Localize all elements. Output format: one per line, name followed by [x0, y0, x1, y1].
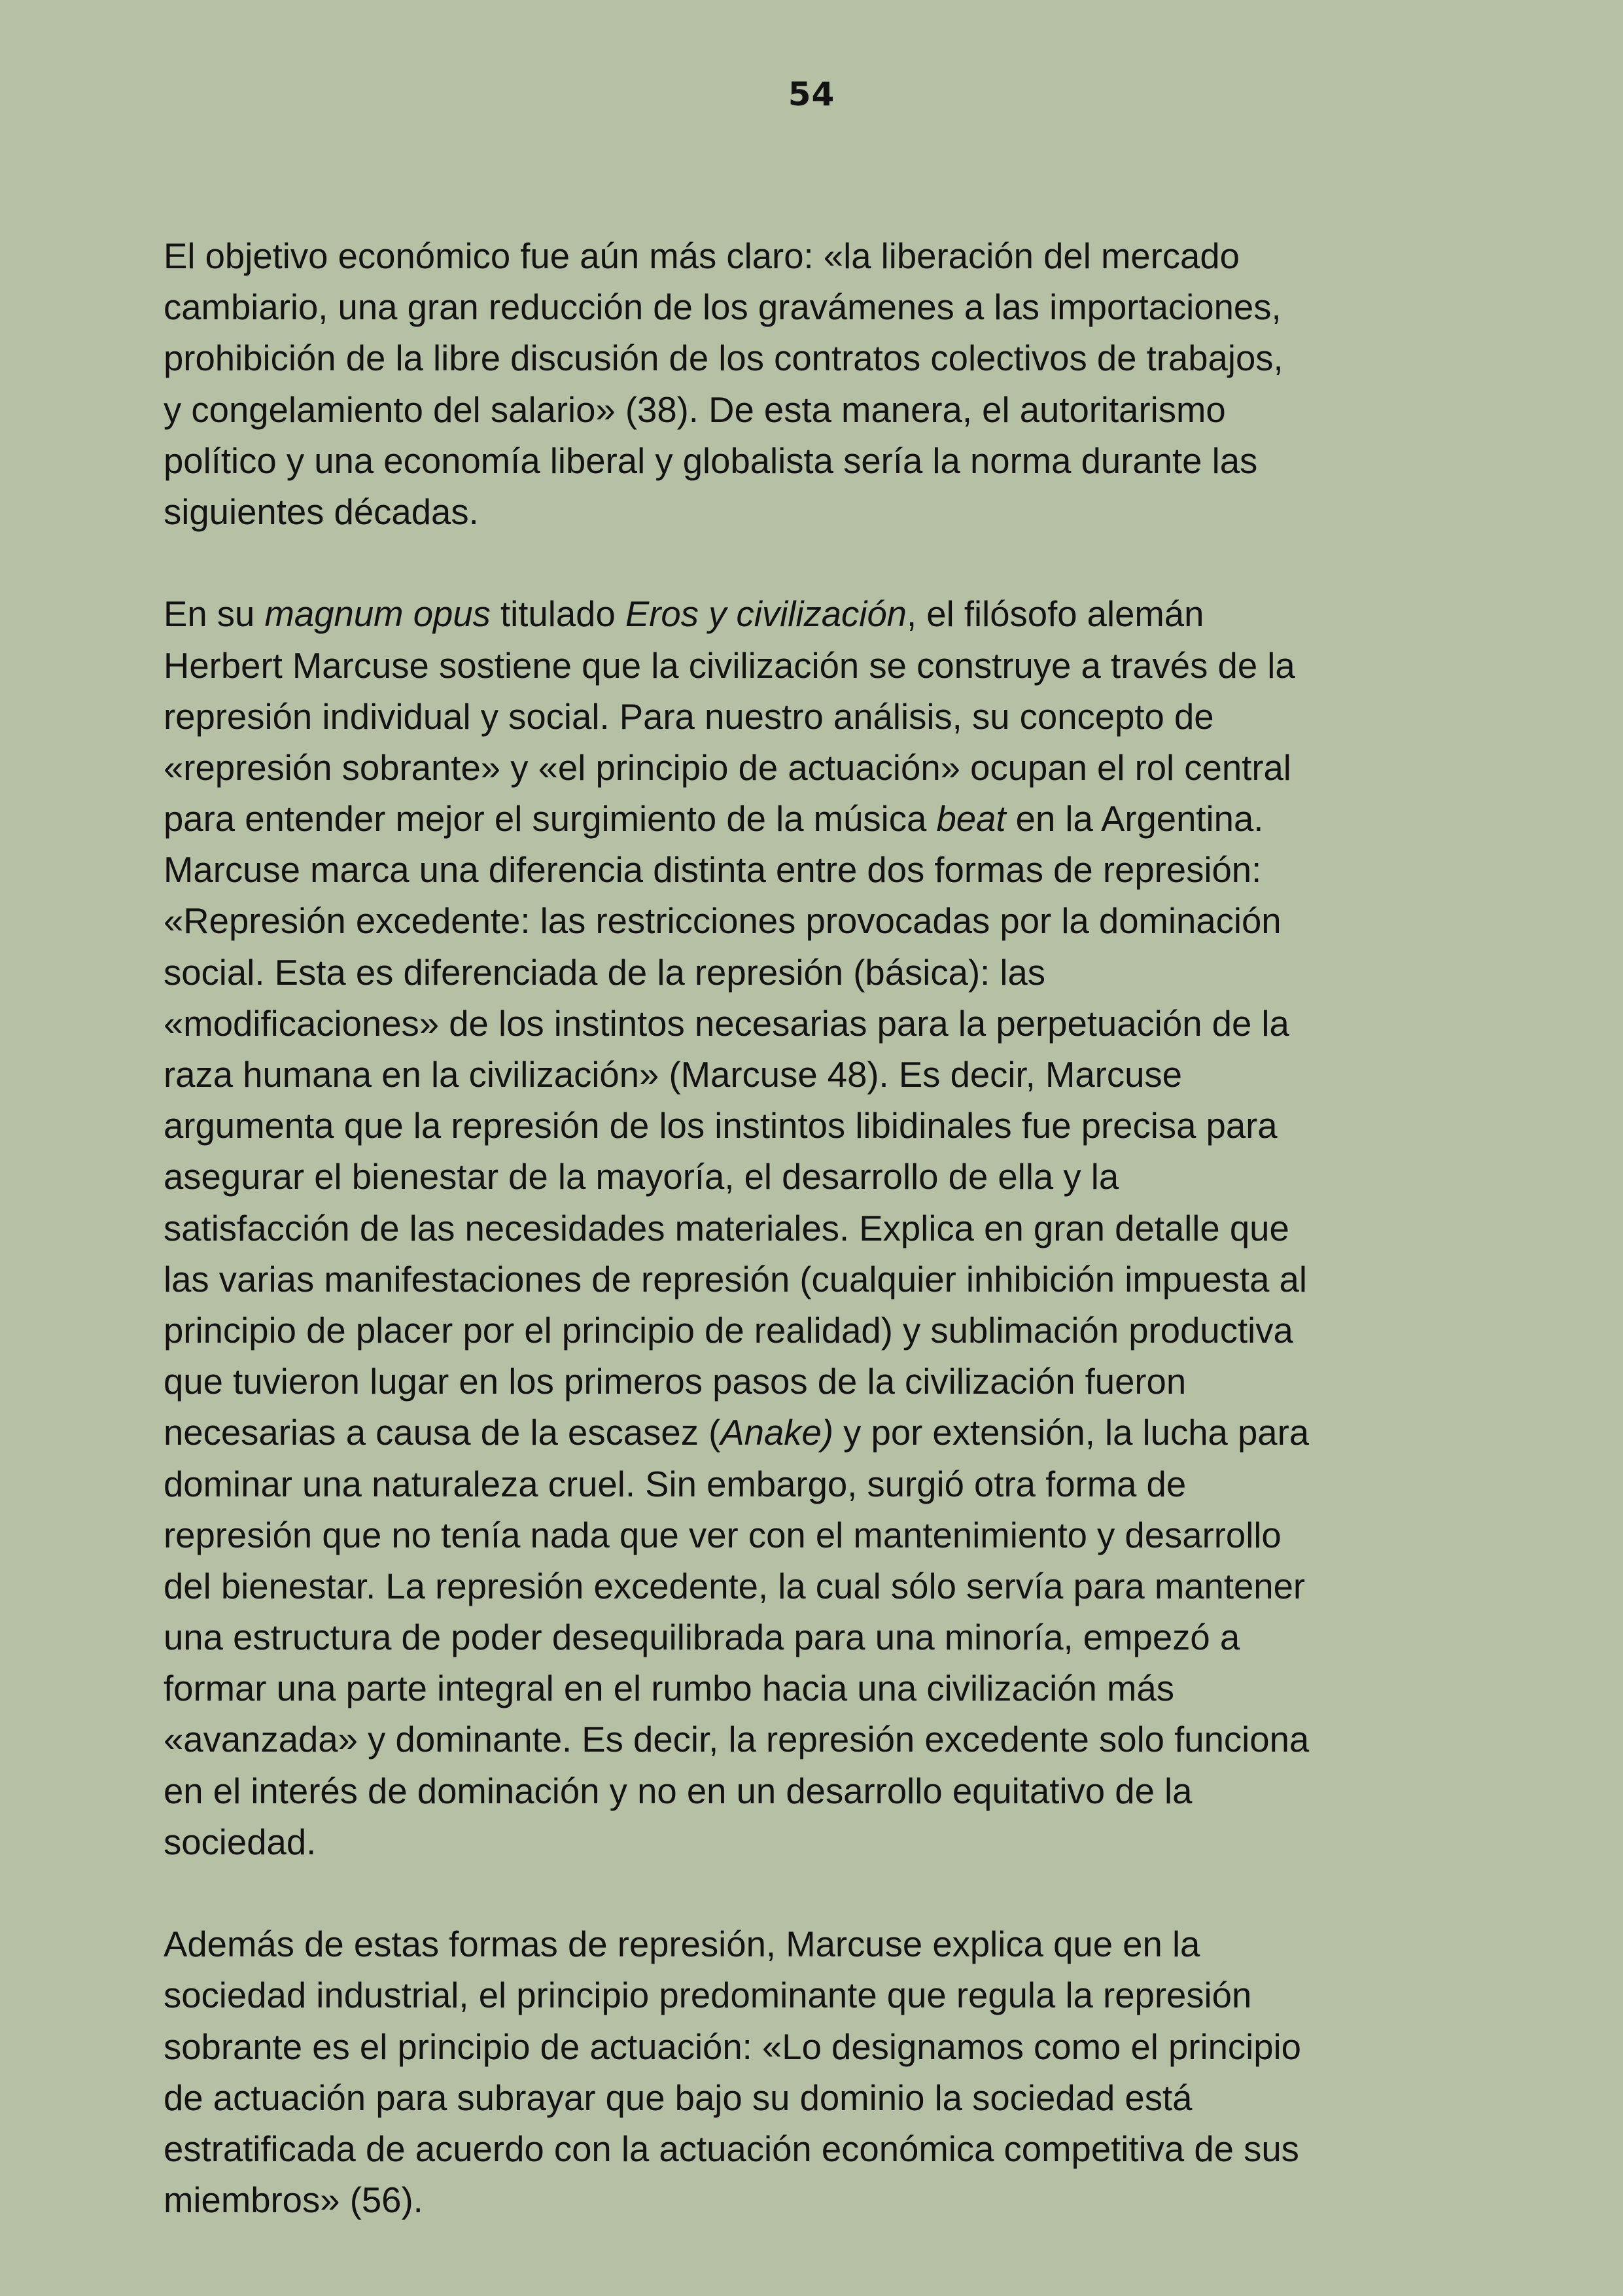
text-line: «avanzada» y dominante. Es decir, la represión excedente solo funciona [164, 1720, 1310, 1760]
italic-word-beat: beat [936, 799, 1006, 839]
paragraph-spacer [164, 1868, 1472, 1919]
text-line: El objetivo económico fue aún más claro: «la liberación del mercado [164, 236, 1240, 276]
text-run: y por extensión, la lucha para [833, 1413, 1310, 1453]
text-line: en el interés de dominación y no en un desarrollo equitativo de la [164, 1771, 1193, 1811]
text-line: social. Esta es diferenciada de la represión (básica): las [164, 952, 1046, 993]
italic-title-magnum-opus: magnum opus [264, 594, 491, 635]
text-run: en la Argentina. [1005, 799, 1264, 839]
text-line: miembros» (56). [164, 2180, 423, 2221]
text-line: sobrante es el principio de actuación: «Lo designamos como el principio [164, 2026, 1301, 2067]
text-line: una estructura de poder desequilibrada para una minoría, empezó a [164, 1617, 1240, 1658]
text-line: y congelamiento del salario» (38). De esta manera, el autoritarismo [164, 389, 1226, 430]
text-line: político y una economía liberal y globalista sería la norma durante las [164, 440, 1258, 481]
text-line: sociedad. [164, 1822, 317, 1862]
text-line: raza humana en la civilización» (Marcuse 48). Es decir, Marcuse [164, 1055, 1182, 1095]
text-line: prohibición de la libre discusión de los contratos colectivos de trabajos, [164, 338, 1283, 379]
paragraph-spacer [164, 538, 1472, 589]
text-line: del bienestar. La represión excedente, la cual sólo servía para mantener [164, 1566, 1306, 1606]
paragraph-marcuse-repression [164, 589, 1472, 1868]
page-number: 54 [788, 75, 835, 113]
text-line: «modificaciones» de los instintos necesarias para la perpetuación de la [164, 1003, 1289, 1044]
italic-title-eros-y-civilizacion: Eros y civilización [625, 594, 907, 635]
text-line: argumenta que la represión de los instintos libidinales fue precisa para [164, 1106, 1278, 1146]
text-line: las varias manifestaciones de represión (cualquier inhibición impuesta al [164, 1259, 1307, 1299]
text-line: principio de placer por el principio de realidad) y sublimación productiva [164, 1310, 1293, 1351]
text-run: titulado [490, 594, 625, 635]
text-line: Marcuse marca una diferencia distinta entre dos formas de represión: [164, 850, 1262, 891]
text-line: Herbert Marcuse sostiene que la civilización se construye a través de la [164, 645, 1295, 686]
text-line: siguientes décadas. [164, 491, 479, 532]
text-line: sociedad industrial, el principio predominante que regula la represión [164, 1975, 1252, 2016]
text-line: «represión sobrante» y «el principio de actuación» ocupan el rol central [164, 747, 1291, 788]
text-run: para entender mejor el surgimiento de la música [164, 799, 937, 839]
text-line: cambiario, una gran reducción de los gravámenes a las importaciones, [164, 287, 1282, 328]
text-line: estratificada de acuerdo con la actuación económica competitiva de sus [164, 2128, 1299, 2169]
text-line: formar una parte integral en el rumbo hacia una civilización más [164, 1669, 1174, 1709]
text-line [164, 589, 1472, 640]
text-run: En su [164, 594, 265, 635]
text-line [164, 1407, 1472, 1458]
text-line: represión que no tenía nada que ver con el mantenimiento y desarrollo [164, 1515, 1282, 1555]
paragraph-economic-objective [164, 231, 1472, 538]
text-line: «Represión excedente: las restricciones provocadas por la dominación [164, 901, 1282, 942]
text-line: que tuvieron lugar en los primeros pasos de la civilización fueron [164, 1362, 1187, 1402]
text-line: satisfacción de las necesidades materiales. Explica en gran detalle que [164, 1208, 1289, 1248]
italic-word-anake: Anake) [720, 1413, 833, 1453]
text-line [164, 794, 1472, 845]
text-line: Además de estas formas de represión, Marcuse explica que en la [164, 1924, 1200, 1965]
text-line: de actuación para subrayar que bajo su dominio la sociedad está [164, 2077, 1193, 2118]
text-run: necesarias a causa de la escasez ( [164, 1413, 721, 1453]
text-line: asegurar el bienestar de la mayoría, el desarrollo de ella y la [164, 1157, 1119, 1197]
text-run: , el filósofo alemán [907, 594, 1204, 635]
paragraph-principle-of-performance [164, 1919, 1472, 2226]
text-line: represión individual y social. Para nuestro análisis, su concepto de [164, 696, 1214, 737]
text-line: dominar una naturaleza cruel. Sin embargo, surgió otra forma de [164, 1464, 1187, 1504]
body-text [164, 231, 1472, 2226]
